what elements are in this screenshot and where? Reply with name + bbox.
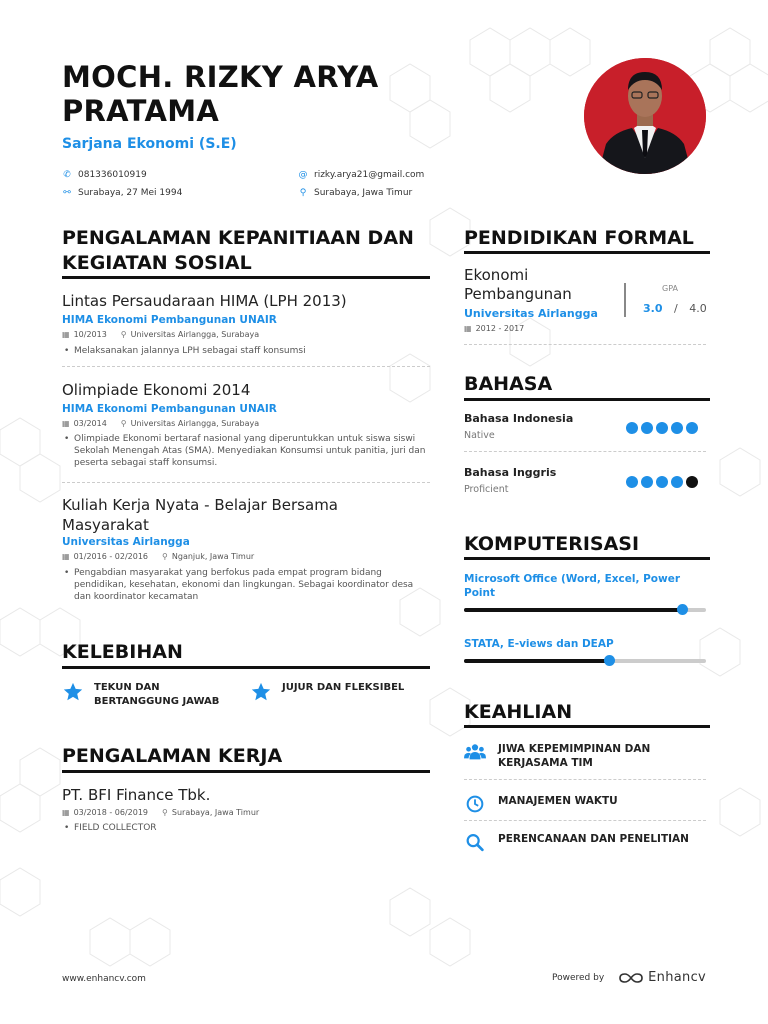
computer-skill-bar [464, 659, 706, 663]
footer-site-link[interactable]: www.enhancv.com [62, 974, 146, 984]
at-icon: @ [298, 170, 308, 180]
powered-by-label: Powered by [552, 972, 605, 983]
language-level: Native [464, 430, 495, 441]
bullet: • Olimpiade Ekonomi bertaraf nasional yang diperuntukkan untuk siswa siswi Sekolah Menengah Atas (SMA). Menyediakan Konsumsi untuk panitia, juri dan peserta sebagai staff konsumsi. [64, 433, 429, 469]
skills-heading: KEAHLIAN [464, 701, 573, 723]
bar-knob [677, 604, 688, 615]
location-pin-icon: ⚲ [120, 419, 127, 428]
work-item-place: Surabaya, Jawa Timur [171, 808, 260, 817]
brand-name: Enhancv [648, 970, 707, 985]
education-period: 2012 - 2017 [475, 324, 525, 333]
computer-skill-name: STATA, E-views dan DEAP [464, 638, 614, 650]
strength-item [250, 681, 430, 703]
committee-item-date: 01/2016 - 02/2016 [73, 552, 149, 561]
item-separator [464, 451, 706, 452]
bullet: • FIELD COLLECTOR [64, 822, 429, 834]
gpa-label: GPA [662, 284, 678, 293]
bar-fill [464, 608, 682, 612]
email-address: rizky.arya21@gmail.com [314, 170, 425, 180]
star-icon [250, 681, 272, 703]
location-pin-icon: ⚲ [162, 552, 168, 561]
committee-item-bullets [64, 345, 429, 357]
calendar-icon: ▦ [62, 330, 70, 339]
calendar-icon: ▦ [62, 419, 70, 428]
link-icon: ⚯ [63, 188, 71, 198]
committee-item-place: Nganjuk, Jawa Timur [171, 552, 255, 561]
committee-item-place: Universitas Airlangga, Surabaya [130, 419, 260, 428]
committee-item-org: Universitas Airlangga [62, 536, 190, 548]
committee-item-title: Kuliah Kerja Nyata - Belajar Bersama Masyarakat [62, 496, 338, 534]
education-heading: PENDIDIKAN FORMAL [464, 227, 694, 249]
work-item-title: PT. BFI Finance Tbk. [62, 786, 211, 804]
gpa-max: 4.0 [689, 302, 707, 315]
work-divider [62, 770, 430, 773]
computer-heading: KOMPUTERISASI [464, 533, 640, 555]
education-period-row [464, 324, 524, 333]
skill-label: MANAJEMEN WAKTU [498, 795, 618, 807]
rating-dot [641, 476, 653, 488]
committee-item-org: HIMA Ekonomi Pembangunan UNAIR [62, 314, 277, 326]
committee-item-place: Universitas Airlangga, Surabaya [130, 330, 260, 339]
language-level: Proficient [464, 484, 509, 495]
education-school: Universitas Airlangga [464, 307, 598, 320]
bullet: • Melaksanakan jalannya LPH sebagai staff konsumsi [64, 345, 429, 357]
location-pin-icon: ⚲ [299, 188, 307, 198]
location-contact [298, 188, 412, 198]
skill-label: JIWA KEPEMIMPINAN DAN KERJASAMA TIM [498, 743, 651, 769]
committee-item-bullets [64, 567, 429, 603]
item-separator [464, 820, 706, 821]
strengths-heading: KELEBIHAN [62, 641, 183, 663]
strength-label: JUJUR DAN FLEKSIBEL [282, 682, 405, 693]
gpa-score: 3.0 [643, 302, 663, 315]
rating-dot [656, 422, 668, 434]
birth-contact [62, 188, 182, 198]
infinity-icon [618, 971, 644, 985]
rating-dot [656, 476, 668, 488]
bullet: • Pengabdian masyarakat yang berfokus pada empat program bidang pendidikan, kesehatan, ekonomi dan lingkungan. Sebagai koordinator desa dan koordinator kecamatan [64, 567, 429, 603]
languages-heading: BAHASA [464, 373, 553, 395]
rating-dot [641, 422, 653, 434]
computer-divider [464, 557, 710, 560]
skill-item [464, 794, 706, 814]
languages-divider [464, 398, 710, 401]
work-heading: PENGALAMAN KERJA [62, 745, 283, 767]
enhancv-logo[interactable] [618, 970, 706, 985]
clock-icon [464, 794, 486, 814]
profile-photo [584, 58, 706, 174]
committee-item-meta [62, 552, 254, 561]
rating-dot [686, 476, 698, 488]
work-item-meta [62, 808, 259, 817]
candidate-title: Sarjana Ekonomi (S.E) [62, 136, 237, 152]
gpa-divider [624, 283, 626, 317]
computer-skill-bar [464, 608, 706, 612]
email-contact[interactable] [298, 170, 424, 180]
search-icon [464, 832, 486, 852]
rating-dot [626, 476, 638, 488]
computer-skill-name: Microsoft Office (Word, Excel, Power Point [464, 573, 681, 599]
language-rating [626, 476, 698, 488]
birth-info: Surabaya, 27 Mei 1994 [78, 188, 183, 198]
bar-knob [604, 655, 615, 666]
language-rating [626, 422, 698, 434]
language-name: Bahasa Indonesia [464, 412, 574, 425]
users-icon [464, 742, 486, 762]
location-text: Surabaya, Jawa Timur [314, 188, 413, 198]
item-separator [62, 366, 430, 367]
education-divider [464, 251, 710, 254]
committee-divider [62, 276, 430, 279]
calendar-icon: ▦ [62, 808, 70, 817]
committee-item-bullets [64, 433, 429, 469]
location-pin-icon: ⚲ [120, 330, 127, 339]
bar-fill [464, 659, 609, 663]
footer-powered [552, 970, 706, 985]
strength-item [62, 681, 262, 709]
language-name: Bahasa Inggris [464, 466, 557, 479]
committee-item-date: 10/2013 [73, 330, 107, 339]
committee-item-title: Olimpiade Ekonomi 2014 [62, 381, 251, 399]
phone-number: 081336010919 [78, 170, 147, 180]
candidate-name: MOCH. RIZKY ARYA PRATAMA [62, 60, 379, 128]
committee-item-title: Lintas Persaudaraan HIMA (LPH 2013) [62, 292, 347, 310]
committee-item-date: 03/2014 [73, 419, 107, 428]
rating-dot [671, 422, 683, 434]
work-item-date: 03/2018 - 06/2019 [73, 808, 149, 817]
gpa-value [643, 302, 707, 315]
skills-divider [464, 725, 710, 728]
strength-label: TEKUN DAN BERTANGGUNG JAWAB [94, 682, 220, 707]
committee-item-org: HIMA Ekonomi Pembangunan UNAIR [62, 403, 277, 415]
committee-item-meta [62, 330, 259, 339]
skill-item [464, 832, 706, 852]
star-icon [62, 681, 84, 703]
committee-heading: PENGALAMAN KEPANITIAAN DAN KEGIATAN SOSIAL [62, 227, 414, 274]
item-separator [464, 779, 706, 780]
gpa-separator: / [674, 302, 678, 315]
phone-icon: ✆ [63, 170, 71, 180]
work-item-bullets [64, 822, 429, 834]
rating-dot [626, 422, 638, 434]
item-separator [464, 344, 706, 345]
rating-dot [686, 422, 698, 434]
skill-item [464, 742, 706, 770]
item-separator [62, 482, 430, 483]
committee-item-meta [62, 419, 259, 428]
phone-contact[interactable] [62, 170, 147, 180]
strengths-divider [62, 666, 430, 669]
location-pin-icon: ⚲ [162, 808, 168, 817]
rating-dot [671, 476, 683, 488]
calendar-icon: ▦ [464, 324, 472, 333]
education-major: Ekonomi Pembangunan [464, 266, 572, 303]
skill-label: PERENCANAAN DAN PENELITIAN [498, 833, 689, 845]
calendar-icon: ▦ [62, 552, 70, 561]
